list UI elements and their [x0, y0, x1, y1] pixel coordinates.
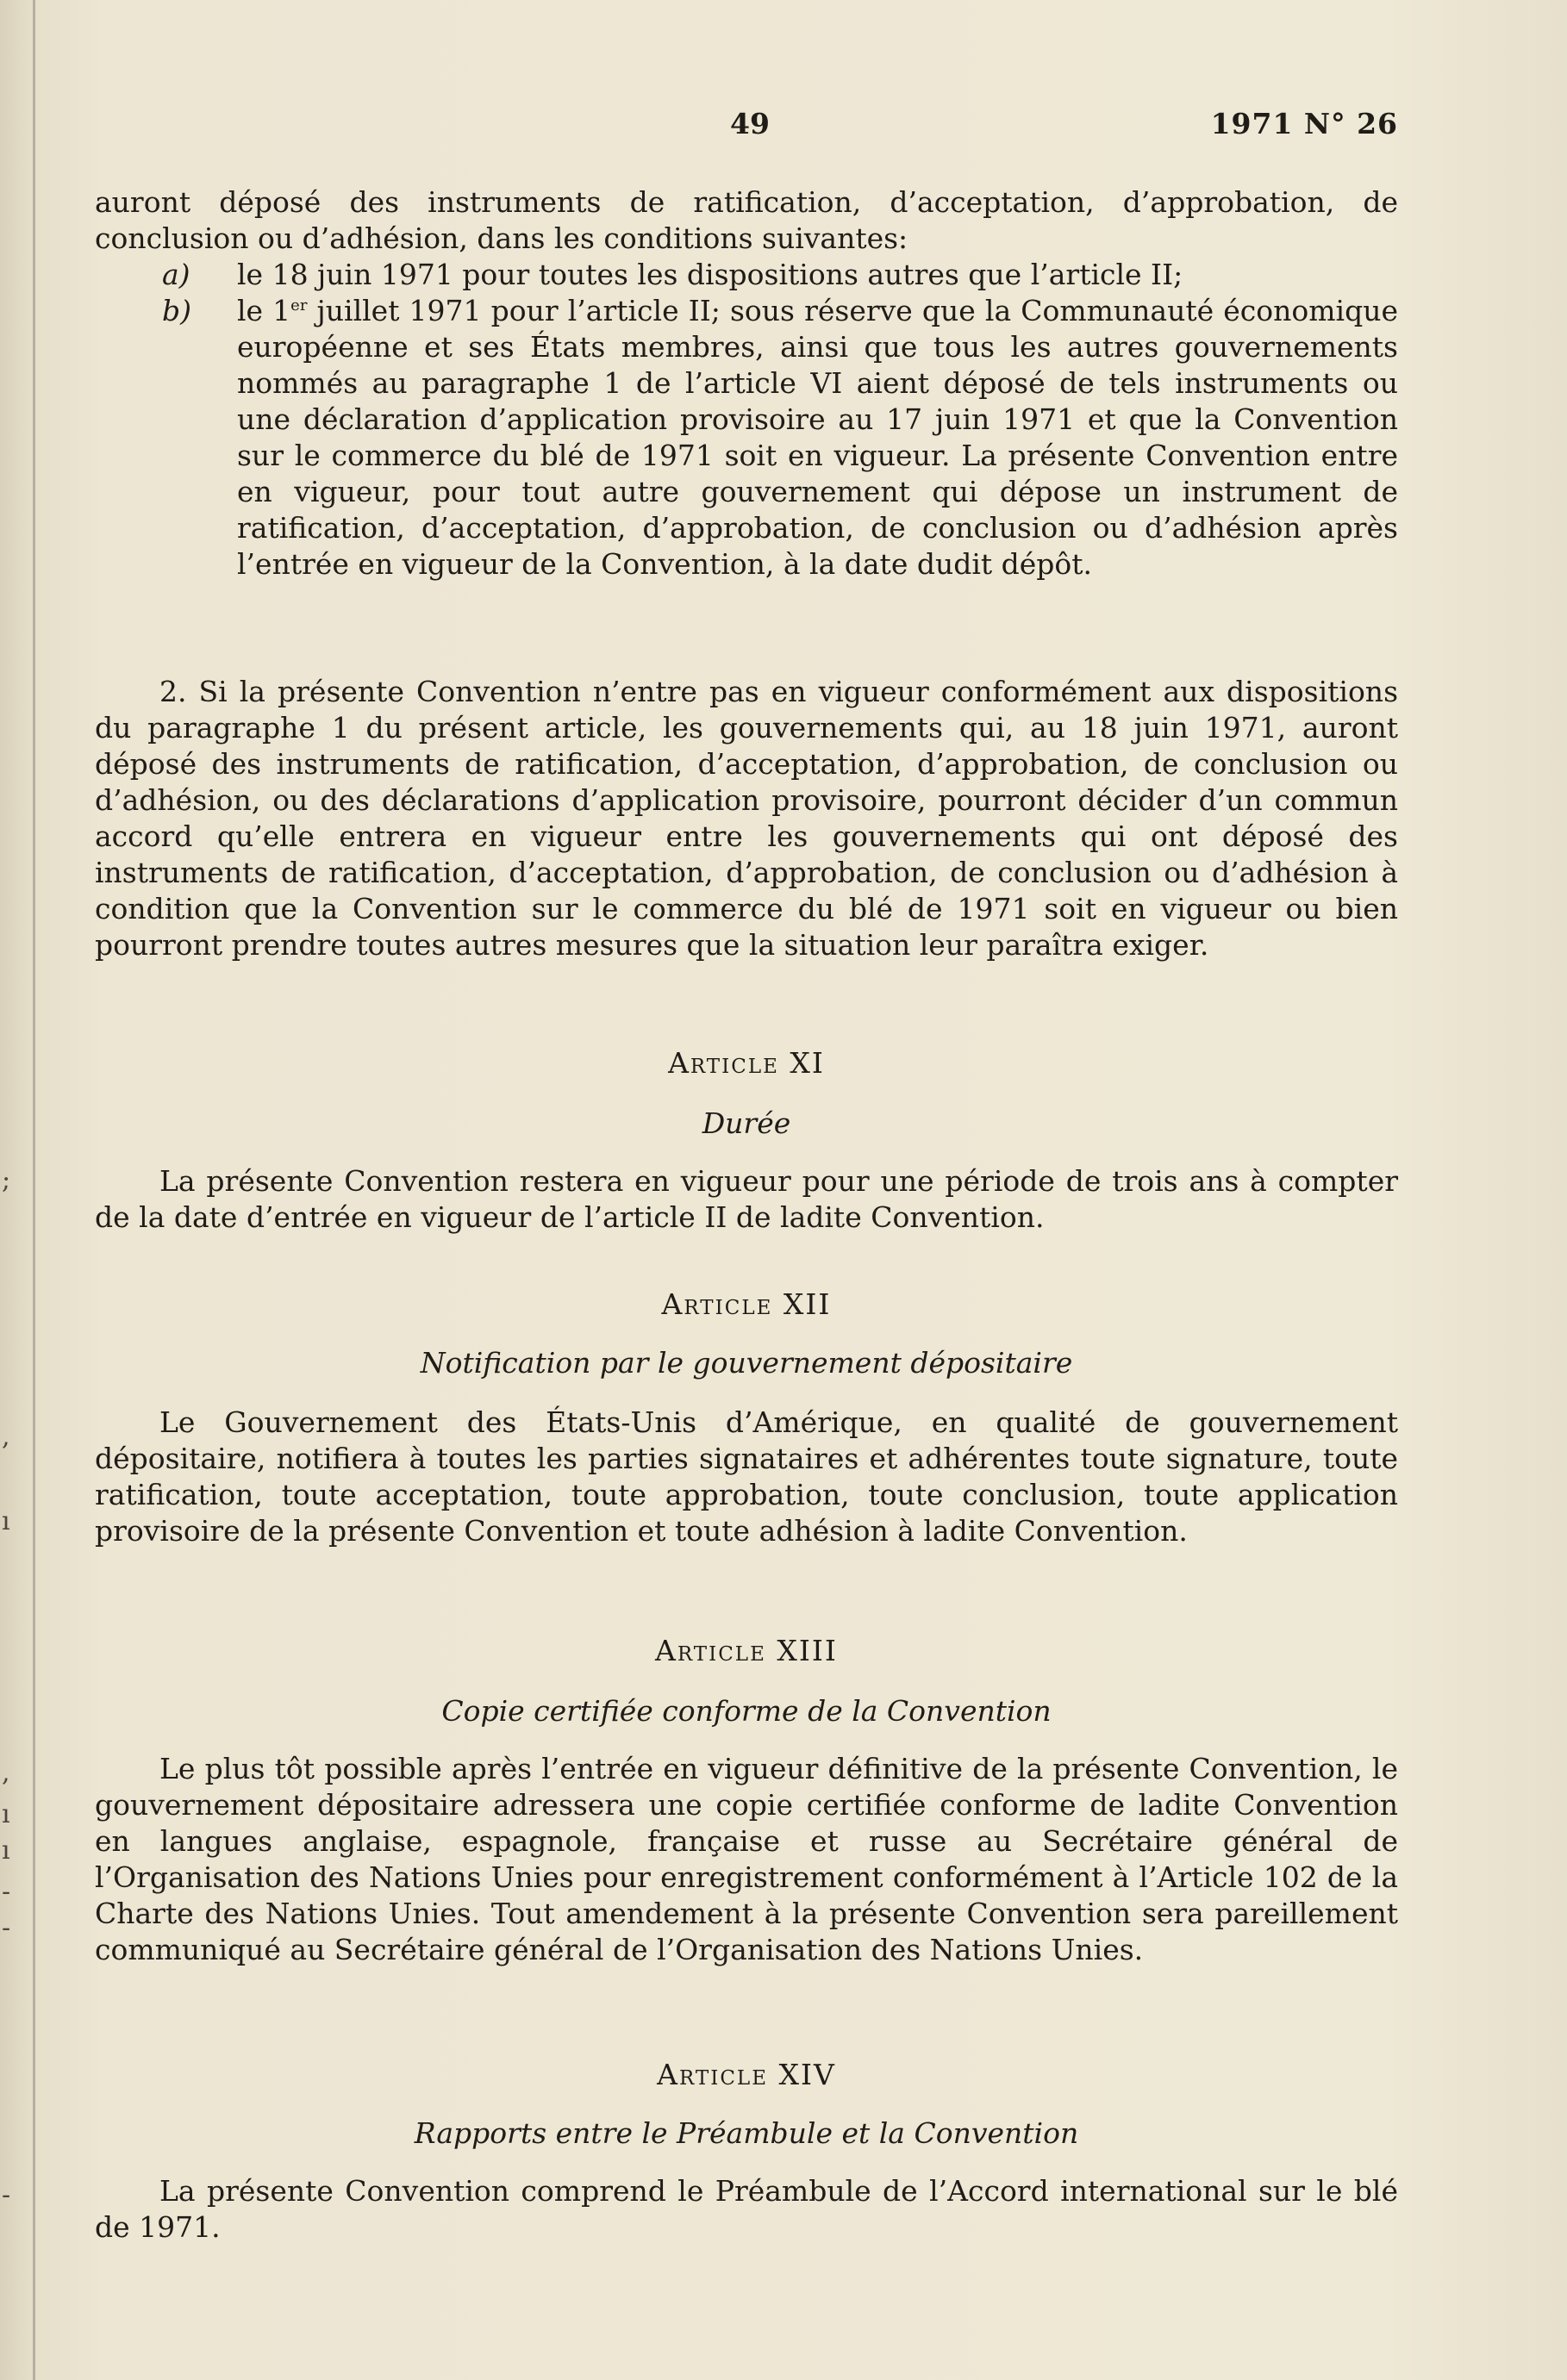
article-xii-text: Le Gouvernement des États-Unis d’Amérique, en qualité de gouvernement dépositaire, notifiera à toutes les parties signataires et adhérentes toute signature, toute ratification, toute acceptation, toute approbation, toute conclusion, toute application provisoire de la présente Convention et toute adhésion à ladite Convention. [95, 1405, 1398, 1548]
margin-mark: ; [2, 1165, 11, 1195]
article-xiv-title: Article XIV [657, 2058, 836, 2091]
list-item-text: le 18 juin 1971 pour toutes les dispositions autres que l’article II; [237, 258, 1183, 291]
article-xiv-text: La présente Convention comprend le Préambule de l’Accord international sur le blé de 1971. [95, 2174, 1398, 2244]
article-xi-title: Article XI [668, 1046, 825, 1080]
margin-mark: , [2, 1422, 10, 1452]
article-xiii-body [95, 1751, 1398, 1968]
superscript: er [290, 296, 308, 315]
article-xiii-text: Le plus tôt possible après l’entrée en vigueur définitive de la présente Convention, le gouvernement dépositaire adressera une copie certifiée conforme de ladite Convention en langues anglaise, espagnole, française et russe au Secrétaire général de l’Organisation des Nations Unies pour enregistrement conformément à l’Article 102 de la Charte des Nations Unies. Tout amendement à la présente Convention sera pareillement communiqué au Secrétaire général de l’Organisation des Nations Unies. [95, 1752, 1398, 1966]
article-xiv-subtitle: Rapports entre le Préambule et la Convention [414, 2116, 1079, 2150]
margin-mark: ı [2, 1506, 10, 1536]
document-reference: 1971 N° 26 [1210, 107, 1398, 140]
paragraph-2 [95, 674, 1398, 963]
article-xi-text: La présente Convention restera en vigueur pour une période de trois ans à compter de la date d’entrée en vigueur de l’article II de ladite Convention. [95, 1164, 1398, 1234]
margin-mark: - [2, 1877, 11, 1907]
article-xi-body [95, 1163, 1398, 1236]
margin-mark: - [2, 2180, 11, 2210]
article-xii-subtitle: Notification par le gouvernement dépositaire [420, 1346, 1073, 1380]
margin-mark: - [2, 1913, 11, 1943]
article-xii-body [95, 1405, 1398, 1549]
article-xii-title: Article XII [661, 1287, 832, 1321]
list-item-a [95, 257, 1398, 293]
page-header [95, 107, 1398, 145]
list-item-text: le 1er juillet 1971 pour l’article II; sous réserve que la Communauté économique européenne et ses États membres, ainsi que tous les autres gouvernements nommés au paragraphe 1 de l’article VI aient déposé de tels instruments ou une déclaration d’application provisoire au 17 juin 1971 et que la Convention sur le commerce du blé de 1971 soit en vigueur. La présente Convention entre en vigueur, pour tout autre gouvernement qui dépose un instrument de ratification, d’acceptation, d’approbation, de conclusion ou d’adhésion après l’entrée en vigueur de la Convention, à la date dudit dépôt. [237, 294, 1398, 581]
margin-mark: ı [2, 1799, 10, 1829]
article-xiv-body [95, 2173, 1398, 2246]
paragraph-2-text: 2. Si la présente Convention n’entre pas en vigueur conformément aux dispositions du paragraphe 1 du présent article, les gouvernements qui, au 18 juin 1971, auront déposé des instruments de ratification, d’acceptation, d’approbation, de conclusion ou d’adhésion, ou des déclarations d’application provisoire, pourront décider d’un commun accord qu’elle entrera en vigueur entre les gouvernements qui ont déposé des instruments de ratification, d’acceptation, d’approbation, de conclusion ou d’adhésion à condition que la Convention sur le commerce du blé de 1971 soit en vigueur ou bien pourront prendre toutes autres mesures que la situation leur paraîtra exiger. [95, 675, 1398, 962]
margin-mark: ı [2, 1835, 10, 1866]
article-xiii-subtitle: Copie certifiée conforme de la Convention [441, 1694, 1052, 1728]
list-item-label: b) [162, 294, 191, 327]
article-x-continued [95, 184, 1398, 583]
page-number: 49 [730, 107, 770, 140]
article-xi-subtitle: Durée [702, 1106, 791, 1140]
binding-gutter [33, 0, 35, 2380]
margin-mark: , [2, 1758, 10, 1788]
list-item-label: a) [162, 258, 190, 291]
list-item-b [95, 293, 1398, 583]
intro-paragraph: auront déposé des instruments de ratification, d’acceptation, d’approbation, de conclusion ou d’adhésion, dans les conditions suivantes: [95, 185, 1398, 255]
article-xiii-title: Article XIII [655, 1634, 838, 1667]
